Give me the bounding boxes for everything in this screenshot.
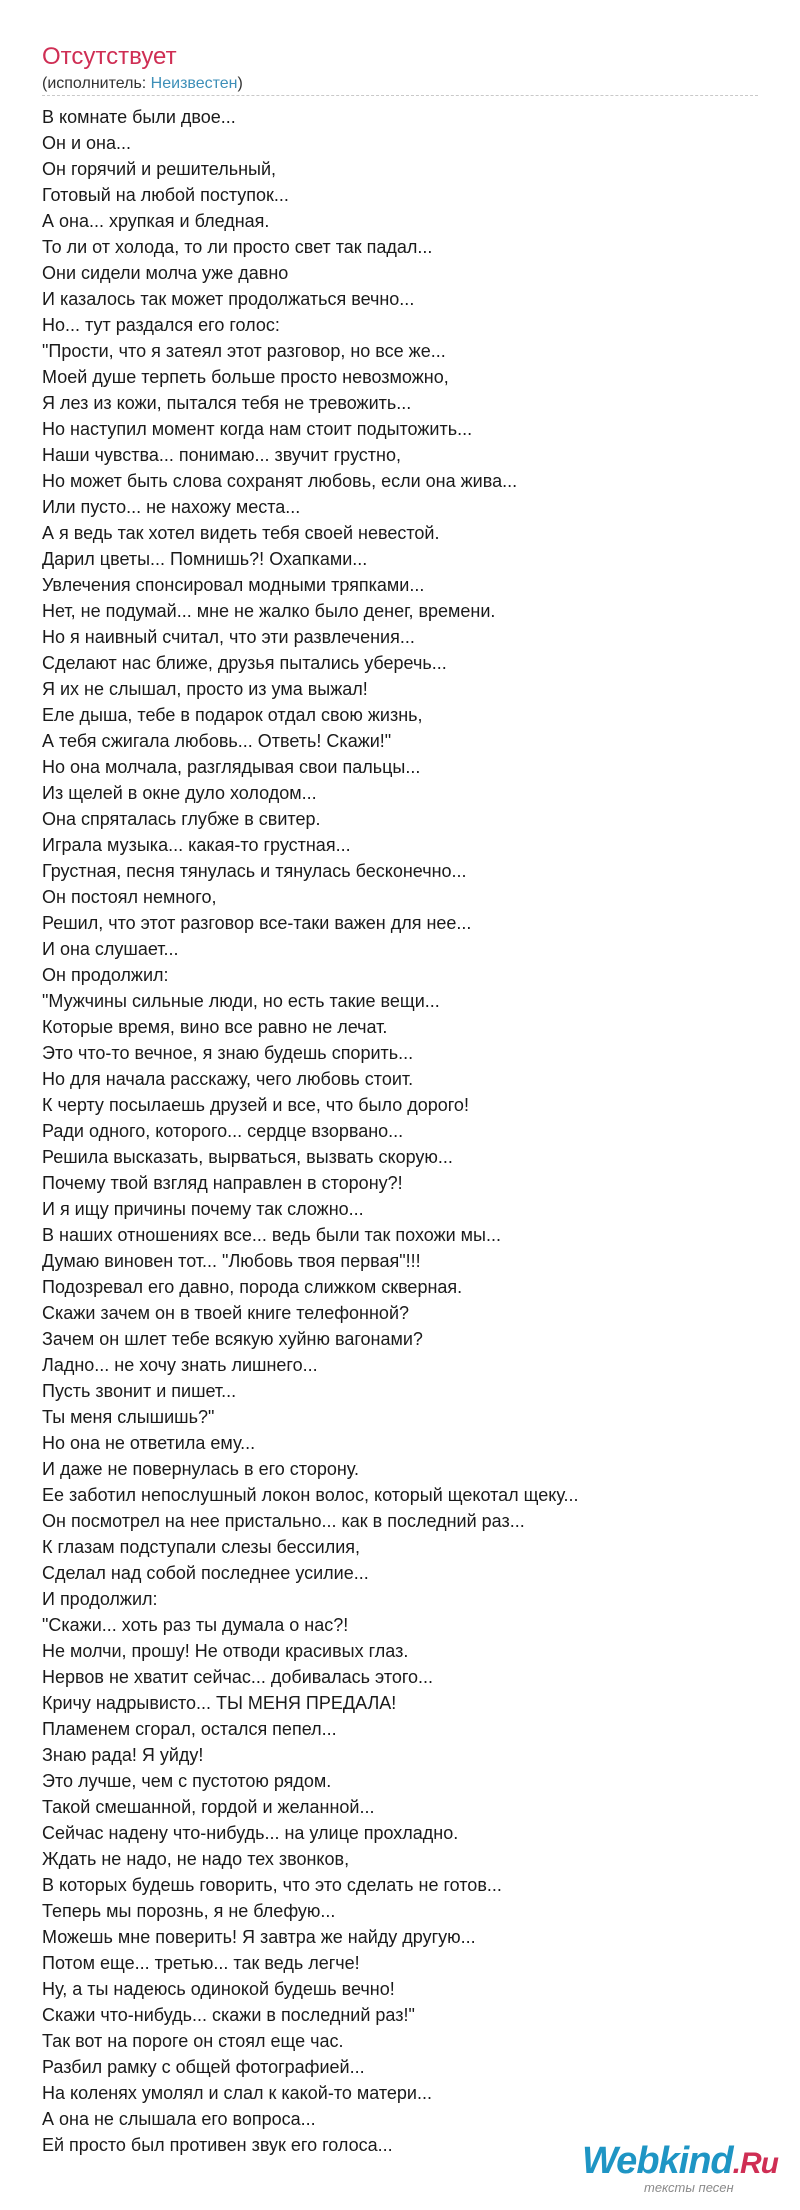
lyric-line: Моей душе терпеть больше просто невозможно,: [42, 367, 449, 387]
artist-suffix: ): [237, 75, 243, 92]
lyric-line: А она не слышала его вопроса...: [42, 2109, 316, 2129]
lyric-line: К черту посылаешь друзей и все, что было дорого!: [42, 1095, 469, 1115]
artist-link[interactable]: Неизвестен: [150, 75, 238, 92]
webkind-logo[interactable]: [582, 2138, 782, 2198]
lyric-line: Теперь мы порознь, я не блефую...: [42, 1901, 336, 1921]
lyric-line: Почему твой взгляд направлен в сторону?!: [42, 1173, 403, 1193]
lyric-line: Сейчас надену что-нибудь... на улице прохладно.: [42, 1823, 459, 1843]
lyric-line: Ради одного, которого... сердце взорвано...: [42, 1121, 404, 1141]
lyric-line: Не молчи, прошу! Не отводи красивых глаз.: [42, 1641, 409, 1661]
artist-prefix: (исполнитель:: [42, 75, 151, 92]
lyric-line: Ладно... не хочу знать лишнего...: [42, 1355, 318, 1375]
lyric-line: Это что-то вечное, я знаю будешь спорить...: [42, 1043, 414, 1063]
lyric-line: Он горячий и решительный,: [42, 159, 277, 179]
lyric-line: Но она не ответила ему...: [42, 1433, 256, 1453]
title-divider: [42, 95, 758, 96]
lyric-line: И казалось так может продолжаться вечно...: [42, 289, 415, 309]
lyric-line: Ты меня слышишь?": [42, 1407, 215, 1427]
lyric-line: Так вот на пороге он стоял еще час.: [42, 2031, 344, 2051]
lyric-line: Играла музыка... какая-то грустная...: [42, 835, 351, 855]
lyric-line: Ей просто был противен звук его голоса...: [42, 2135, 393, 2155]
lyric-line: Я лез из кожи, пытался тебя не тревожить...: [42, 393, 412, 413]
lyric-line: Но она молчала, разглядывая свои пальцы...: [42, 757, 421, 777]
lyric-line: То ли от холода, то ли просто свет так падал...: [42, 237, 433, 257]
lyric-line: В наших отношениях все... ведь были так похожи мы...: [42, 1225, 501, 1245]
lyric-line: Разбил рамку с общей фотографией...: [42, 2057, 365, 2077]
artist-line: [42, 74, 243, 94]
lyric-line: Он постоял немного,: [42, 887, 217, 907]
lyric-line: Знаю рада! Я уйду!: [42, 1745, 204, 1765]
lyric-line: Они сидели молча уже давно: [42, 263, 289, 283]
lyric-line: Скажи зачем он в твоей книге телефонной?: [42, 1303, 410, 1323]
lyric-line: Я их не слышал, просто из ума выжал!: [42, 679, 368, 699]
lyric-line: Наши чувства... понимаю... звучит грустно,: [42, 445, 401, 465]
lyric-line: А я ведь так хотел видеть тебя своей невестой.: [42, 523, 440, 543]
lyric-line: Она спряталась глубже в свитер.: [42, 809, 321, 829]
lyric-line: К глазам подступали слезы бессилия,: [42, 1537, 361, 1557]
lyric-line: На коленях умолял и слал к какой-то матери...: [42, 2083, 432, 2103]
logo-tld: .Ru: [732, 2147, 778, 2180]
lyric-line: Увлечения спонсировал модными тряпками...: [42, 575, 425, 595]
lyric-line: В которых будешь говорить, что это сделать не готов...: [42, 1875, 502, 1895]
lyric-line: Кричу надрывисто... ТЫ МЕНЯ ПРЕДАЛА!: [42, 1693, 397, 1713]
lyric-line: Грустная, песня тянулась и тянулась бесконечно...: [42, 861, 467, 881]
lyric-line: Пусть звонит и пишет...: [42, 1381, 237, 1401]
lyric-line: Нервов не хватит сейчас... добивалась этого...: [42, 1667, 434, 1687]
lyric-line: Но наступил момент когда нам стоит подытожить...: [42, 419, 473, 439]
lyric-line: И я ищу причины почему так сложно...: [42, 1199, 364, 1219]
lyric-line: А она... хрупкая и бледная.: [42, 211, 270, 231]
lyric-line: Пламенем сгорал, остался пепел...: [42, 1719, 337, 1739]
lyric-line: Дарил цветы... Помнишь?! Охапками...: [42, 549, 368, 569]
lyrics-text: [42, 104, 762, 2158]
lyric-line: Сделал над собой последнее усилие...: [42, 1563, 369, 1583]
lyric-line: Из щелей в окне дуло холодом...: [42, 783, 317, 803]
lyric-line: В комнате были двое...: [42, 107, 236, 127]
lyric-line: Ее заботил непослушный локон волос, который щекотал щеку...: [42, 1485, 579, 1505]
lyric-line: "Мужчины сильные люди, но есть такие вещи...: [42, 991, 440, 1011]
lyric-line: Думаю виновен тот... "Любовь твоя первая"!!!: [42, 1251, 421, 1271]
lyric-line: А тебя сжигала любовь... Ответь! Скажи!": [42, 731, 392, 751]
logo-tagline: тексты песен: [644, 2180, 734, 2195]
lyric-line: Готовый на любой поступок...: [42, 185, 289, 205]
lyric-line: Он посмотрел на нее пристально... как в последний раз...: [42, 1511, 525, 1531]
lyric-line: Это лучше, чем с пустотою рядом.: [42, 1771, 332, 1791]
lyric-line: Но для начала расскажу, чего любовь стоит.: [42, 1069, 414, 1089]
lyric-line: Подозревал его давно, порода слижком скверная.: [42, 1277, 463, 1297]
lyric-line: Которые время, вино все равно не лечат.: [42, 1017, 388, 1037]
lyric-line: Он продолжил:: [42, 965, 169, 985]
lyric-line: Скажи что-нибудь... скажи в последний раз!": [42, 2005, 415, 2025]
lyric-line: Зачем он шлет тебе всякую хуйню вагонами?: [42, 1329, 423, 1349]
lyric-line: "Прости, что я затеял этот разговор, но все же...: [42, 341, 446, 361]
lyric-line: И она слушает...: [42, 939, 179, 959]
lyric-line: И продолжил:: [42, 1589, 158, 1609]
lyric-line: Решила высказать, вырваться, вызвать скорую...: [42, 1147, 453, 1167]
lyric-line: "Скажи... хоть раз ты думала о нас?!: [42, 1615, 349, 1635]
lyric-line: Сделают нас ближе, друзья пытались уберечь...: [42, 653, 447, 673]
lyric-line: Он и она...: [42, 133, 131, 153]
lyric-line: Но может быть слова сохранят любовь, если она жива...: [42, 471, 518, 491]
lyric-line: Такой смешанной, гордой и желанной...: [42, 1797, 375, 1817]
lyric-line: Можешь мне поверить! Я завтра же найду другую...: [42, 1927, 476, 1947]
lyric-line: Но я наивный считал, что эти развлечения...: [42, 627, 415, 647]
lyric-line: Или пусто... не нахожу места...: [42, 497, 301, 517]
logo-name: Webkind: [582, 2140, 733, 2182]
lyric-line: Потом еще... третью... так ведь легче!: [42, 1953, 360, 1973]
lyric-line: Решил, что этот разговор все-таки важен для нее...: [42, 913, 472, 933]
lyric-line: Ждать не надо, не надо тех звонков,: [42, 1849, 350, 1869]
lyric-line: Нет, не подумай... мне не жалко было денег, времени.: [42, 601, 496, 621]
lyric-line: Еле дыша, тебе в подарок отдал свою жизнь,: [42, 705, 423, 725]
song-title: Отсутствует: [42, 43, 177, 70]
lyric-line: Но... тут раздался его голос:: [42, 315, 280, 335]
lyric-line: И даже не повернулась в его сторону.: [42, 1459, 360, 1479]
lyric-line: Ну, а ты надеюсь одинокой будешь вечно!: [42, 1979, 395, 1999]
